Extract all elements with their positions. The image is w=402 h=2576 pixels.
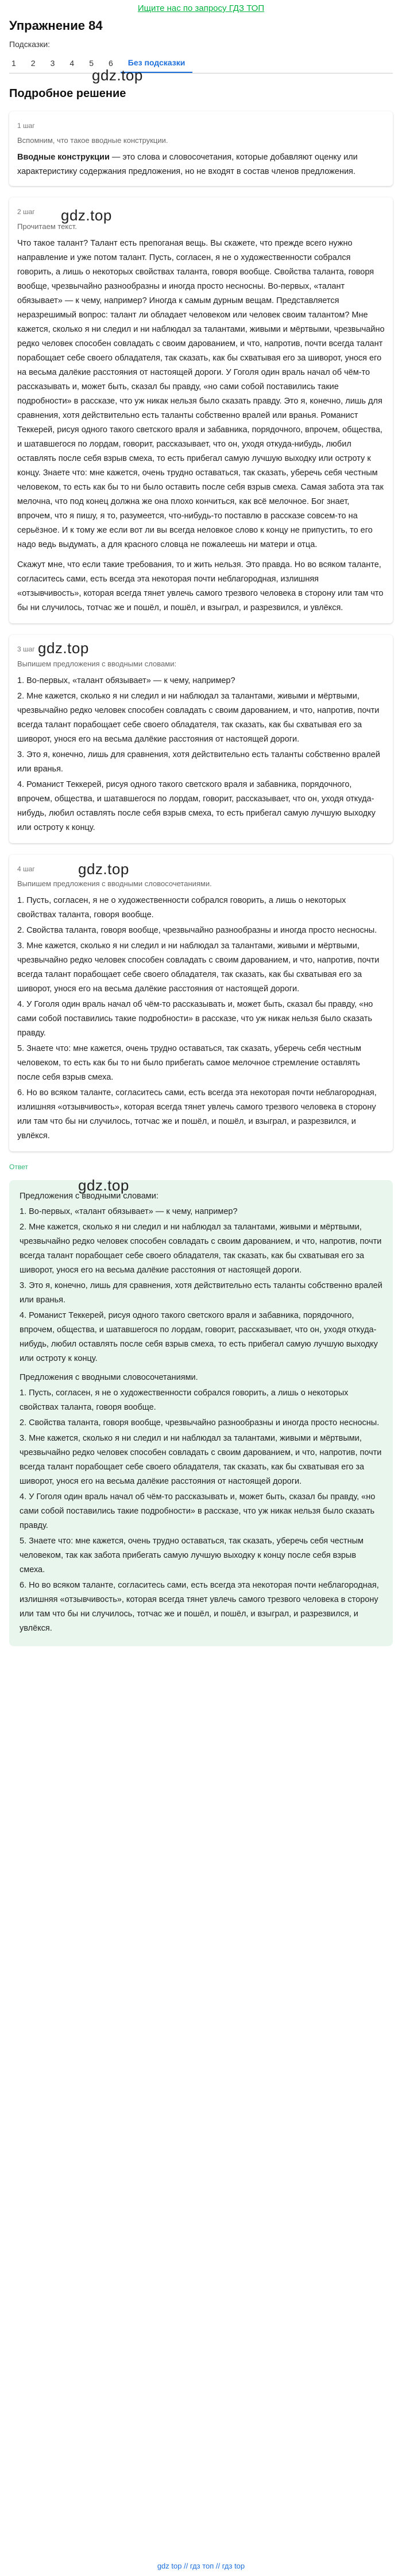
- list-item: 1. Пусть, согласен, я не о художественности собрался говорить, а лишь о некоторых свойствах таланта, говоря вообще.: [17, 896, 346, 920]
- step-desc: Выпишем предложения с вводными словами:: [17, 659, 177, 668]
- list-item: 4. Романист Теккерей, рисуя одного такого светского враля и забавника, порядочного, впрочем, общества, и шатавшегося по лордам, говорит, рассказывает, что он, уходя откуда-нибудь, любил оставлять после себя взрыв смеха, то есть прибегал самую лучшую выходку или остроту к концу.: [17, 780, 376, 832]
- tab-no-hint[interactable]: Без подсказки: [121, 53, 193, 73]
- list-item: 1. Во-первых, «талант обязывает» — к чему, например?: [20, 1207, 238, 1216]
- list-item: 6. Но во всяком таланте, согласитесь сами, есть всегда эта некоторая почти неблагородная, излишняя «отзывчивость», которая всегда тянет увлечь самого трезвого человека в сторону или там что бы ни случилось, тотчас же и пошёл, и пошёл, и взыграл, и разрезвился, и увлёкся.: [17, 1088, 377, 1140]
- step-desc: Прочитаем текст.: [17, 222, 77, 231]
- watermark: gdz.top: [78, 1177, 129, 1194]
- term-definition: — это слова и словосочетания, которые добавляют оценку или характеристику содержания предложения, но не входят в состав членов предложения.: [17, 153, 358, 176]
- watermark: gdz.top: [38, 639, 89, 657]
- list-item: 5. Знаете что: мне кажется, очень трудно оставаться, так сказать, уберечь себя честным человеком, то есть как бы то ни было прибегать самое мелочное стремление оставлять после себя взрыв смеха.: [17, 1044, 362, 1082]
- answer-heading-2: Предложения с вводными словосочетаниями.: [20, 1373, 198, 1382]
- section-title: Подробное решение: [9, 87, 126, 100]
- list-item: 4. У Гоголя один враль начал об чём-то рассказывать и, может быть, сказал бы правду, «но сами собой поставились такие подробности» в рассказе, что уж никак нельзя было сказать правду.: [20, 1492, 376, 1530]
- tab-hint-3[interactable]: 3: [50, 58, 55, 68]
- list-item: 3. Мне кажется, сколько я ни следил и ни наблюдал за талантами, живыми и мёртвыми, чрезвычайно редко человек способен совладать с своим дарованием, и что, напротив, почти всегда талант порабощает себе своего обладателя, так сказать, как бы схватывая его за шиворот, унося его на весьма далёкие расстояния от настоящей дороги.: [20, 1434, 382, 1486]
- step-text: [17, 236, 385, 615]
- hints-label: Подсказки:: [9, 40, 51, 49]
- tab-hint-4[interactable]: 4: [69, 58, 75, 68]
- list-item: 2. Свойства таланта, говоря вообще, чрезвычайно разнообразны и иногда просто несносны.: [20, 1418, 380, 1427]
- tab-hint-1[interactable]: 1: [11, 58, 16, 68]
- list-item: 4. Романист Теккерей, рисуя одного такого светского враля и забавника, порядочного, впрочем, общества, и шатавшегося по лордам, говорит, рассказывает, что он, уходя откуда-нибудь, любил оставлять после себя взрыв смеха, то есть прибегал самую лучшую выходку или остроту к концу.: [20, 1311, 378, 1363]
- step-card-3: [9, 635, 393, 843]
- answer-box: [9, 1177, 393, 1646]
- list-item: 6. Но во всяком таланте, согласитесь сами, есть всегда эта некоторая почти неблагородная, излишняя «отзывчивость», которая всегда тянет увлечь самого трезвого человека в сторону или там что бы ни случилось, тотчас же и пошёл, и пошёл, и взыграл, и разрезвился, и увлёкся.: [20, 1581, 379, 1633]
- watermark: gdz.top: [78, 860, 129, 878]
- step-list: [17, 674, 385, 835]
- list-item: 1. Во-первых, «талант обязывает» — к чему, например?: [17, 676, 235, 685]
- watermark: gdz.top: [92, 67, 143, 84]
- list-item: 2. Мне кажется, сколько я ни следил и ни наблюдал за талантами, живыми и мёртвыми, чрезвычайно редко человек способен совладать с своим дарованием, и что, напротив, почти всегда талант порабощает себе своего обладателя, так сказать, как бы схватывая его за шиворот, унося его на весьма далёкие расстояния от настоящей дороги.: [17, 692, 380, 744]
- step-label: 1 шаг: [17, 122, 35, 130]
- step-card-4: [9, 855, 393, 1151]
- footer-links[interactable]: gdz top // гдз топ // гдз top: [157, 2562, 245, 2570]
- step-desc: Вспомним, что такое вводные конструкции.: [17, 136, 168, 145]
- footer[interactable]: [0, 2559, 402, 2574]
- answer-label: Ответ: [9, 1163, 28, 1171]
- step-desc: Выпишем предложения с вводными словосочетаниями.: [17, 879, 212, 888]
- step-text: [17, 150, 385, 179]
- step-label: 4 шаг: [17, 865, 35, 873]
- promo-banner[interactable]: [9, 0, 393, 14]
- answer-content: [20, 1189, 382, 1636]
- text-paragraph-2: Скажут мне, что если такие требования, то и жить нельзя. Это правда. Но во всяком таланте, согласитесь сами, есть всегда эта некоторая почти неблагородная, излишняя «отзывчивость», которая всегда тянет увлечь самого трезвого человека в сторону или там что бы ни случилось, тотчас же и пошёл, и пошёл, и взыграл, и разрезвился, и увлёкся.: [17, 560, 384, 612]
- tab-hint-5[interactable]: 5: [89, 58, 94, 68]
- tab-hint-2[interactable]: 2: [30, 58, 36, 68]
- list-item: 4. У Гоголя один враль начал об чём-то рассказывать и, может быть, сказал бы правду, «но сами собой поставились такие подробности» в рассказе, что уж никак нельзя было сказать правду.: [17, 1000, 373, 1038]
- list-item: 2. Свойства таланта, говоря вообще, чрезвычайно разнообразны и иногда просто несносны.: [17, 926, 377, 935]
- list-item: 3. Это я, конечно, лишь для сравнения, хотя действительно есть таланты собственно вралей или вранья.: [20, 1281, 382, 1305]
- step-card-2: [9, 197, 393, 623]
- list-item: 3. Это я, конечно, лишь для сравнения, хотя действительно есть таланты собственно вралей или вранья.: [17, 750, 380, 774]
- list-item: 3. Мне кажется, сколько я ни следил и ни наблюдал за талантами, живыми и мёртвыми, чрезвычайно редко человек способен совладать с своим дарованием, и что, напротив, почти всегда талант порабощает себе своего обладателя, так сказать, как бы схватывая его за шиворот, унося его на весьма далёкие расстояния от настоящей дороги.: [17, 941, 380, 994]
- list-item: 1. Пусть, согласен, я не о художественности собрался говорить, а лишь о некоторых свойствах таланта, говоря вообще.: [20, 1388, 349, 1412]
- term-bold: Вводные конструкции: [17, 153, 110, 162]
- step-list: [17, 894, 385, 1143]
- step-label: 3 шаг: [17, 645, 35, 653]
- tab-hint-6[interactable]: 6: [108, 58, 113, 68]
- watermark: gdz.top: [61, 207, 112, 224]
- text-paragraph-1: Что такое талант? Талант есть препоганая вещь. Вы скажете, что прежде всего нужно направление и уже потом талант. Пусть, согласен, я не о художественности собрался говорить, а лишь о некоторых свойствах таланта, говоря вообще. Свойства таланта, говоря вообще, чрезвычайно разнообразны и иногда просто несносны. Во-первых, «талант обязывает» — к чему, например? Иногда к самым дурным вещам. Представляется неразрешимый вопрос: талант ли обладает человеком или человек своим талантом? Мне кажется, сколько я ни следил и ни наблюдал за талантами, живыми и мёртвыми, чрезвычайно редко человек способен совладать с своим дарованием, и что, напротив, почти всегда талант порабощает себе своего обладателя, так сказать, как бы схватывая его за шиворот, унося его на весьма далёкие расстояния от настоящей дороги. У Гоголя один враль начал об чём-то рассказывать и, может быть, сказал бы правду, «но сами собой поставились такие подробности» в рассказе, что уж никак нельзя было сказать правду. Это я, конечно, лишь для сравнения, хотя действительно есть таланты собственно вралей или вранья. Романист Теккерей, рисуя одного такого светского враля и забавника, порядочного, впрочем, общества, и шатавшегося по лордам, говорит, рассказывает, что он, уходя откуда-нибудь, любил оставлять после себя взрыв смеха, то есть прибегал самую лучшую выходку или остроту к концу. Знаете что: мне кажется, очень трудно оставаться, так сказать, уберечь себя честным человеком, то есть как бы то ни было оставить после себя взрыв смеха. Самая забота эта так мелочна, что под конец должна же она плохо кончиться, как всё мелочное. Бог знает, впрочем, что я пишу, я то, разумеется, что-нибудь-то поставлю в рассказе совсем-то на серьёзное. И к тому же если вот ли вы всегда неловкое слово к концу не припустить, то его надо ведь выдумать, а для красного словца не пожалеешь ни матери и отца.: [17, 239, 385, 549]
- page-title: Упражнение 84: [9, 18, 103, 33]
- list-item: 2. Мне кажется, сколько я ни следил и ни наблюдал за талантами, живыми и мёртвыми, чрезвычайно редко человек способен совладать с своим дарованием, и что, напротив, почти всегда талант порабощает себе своего обладателя, так сказать, как бы схватывая его за шиворот, унося его на весьма далёкие расстояния от настоящей дороги.: [20, 1223, 382, 1275]
- hint-tabs: [9, 53, 393, 73]
- answer-heading-1: Предложения с вводными словами:: [20, 1192, 159, 1201]
- list-item: 5. Знаете что: мне кажется, очень трудно оставаться, так сказать, уберечь себя честным человеком, так как забота прибегать самую лучшую выходку к концу после себя взрыв смеха.: [20, 1537, 364, 1574]
- step-card-1: [9, 111, 393, 186]
- step-label: 2 шаг: [17, 208, 35, 216]
- promo-banner-link[interactable]: Ищите нас по запросу ГДЗ ТОП: [137, 3, 265, 13]
